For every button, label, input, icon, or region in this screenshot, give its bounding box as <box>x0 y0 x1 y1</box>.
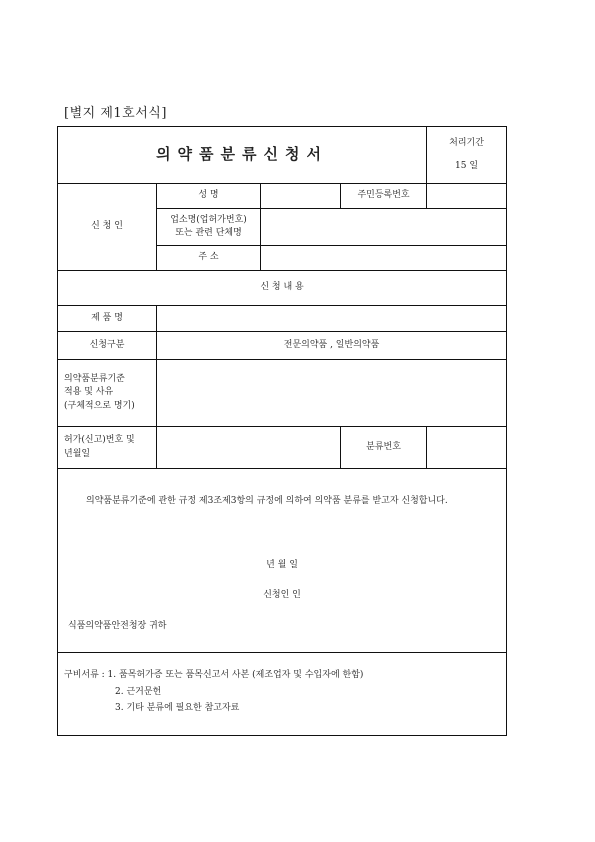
criteria-label <box>58 360 157 427</box>
license-field[interactable] <box>157 427 341 469</box>
criteria-label-line-3: (구체적으로 명기) <box>64 400 135 411</box>
required-document-item: 2. 근거문헌 <box>115 686 162 697</box>
application-form <box>57 126 507 736</box>
request-content-header: 신 청 내 용 <box>58 271 507 306</box>
rrn-label: 주민등록번호 <box>341 184 427 209</box>
company-label-line-2: 또는 관련 단체명 <box>175 228 242 238</box>
classification-number-field[interactable] <box>427 427 507 469</box>
license-label-line-2: 년월일 <box>64 448 91 459</box>
address-field[interactable] <box>261 246 507 271</box>
criteria-field[interactable] <box>157 360 507 427</box>
company-label <box>157 209 261 246</box>
criteria-label-line-2: 적용 및 사유 <box>64 387 114 398</box>
declaration-text: 의약품분류기준에 관한 규정 제3조제3항의 규정에 의하여 의약품 분류를 받고자 신청합니다. <box>86 496 448 506</box>
required-documents-label: 구비서류 : <box>64 670 105 680</box>
processing-period-value: 15 일 <box>455 161 479 171</box>
rrn-field[interactable] <box>427 184 507 209</box>
form-title: 의약품분류신청서 <box>156 145 328 164</box>
required-document-item: 구비서류 : 1. 품목허가증 또는 품목신고서 사본 (제조업자 및 수입자에 한함) <box>64 670 364 680</box>
applicant-signature-line: 신청인 인 <box>263 590 301 600</box>
company-label-line-1: 업소명(업허가번호) <box>170 214 247 225</box>
addressee: 식품의약품안전청장 귀하 <box>68 621 167 631</box>
address-label: 주 소 <box>157 246 261 271</box>
required-document-item: 3. 기타 분류에 필요한 참고자료 <box>115 703 240 714</box>
form-title-cell <box>58 127 427 184</box>
request-type-label: 신청구분 <box>58 332 157 360</box>
date-line: 년 월 일 <box>266 560 298 570</box>
name-field[interactable] <box>261 184 341 209</box>
product-name-field[interactable] <box>157 306 507 332</box>
applicant-label: 신 청 인 <box>58 184 157 271</box>
request-type-options[interactable]: 전문의약품 , 일반의약품 <box>157 332 507 360</box>
required-documents-list <box>64 667 363 717</box>
criteria-label-line-1: 의약품분류기준 <box>64 374 125 385</box>
processing-period-cell <box>427 127 507 184</box>
form-number: [별지 제1호서식] <box>64 106 167 121</box>
license-label-line-1: 허가(신고)번호 및 <box>64 435 135 446</box>
classification-number-label: 분류번호 <box>341 427 427 469</box>
processing-period-label: 처리기간 <box>449 137 484 148</box>
company-field[interactable] <box>261 209 507 246</box>
license-label <box>58 427 157 469</box>
declaration-section <box>58 469 507 653</box>
name-label: 성 명 <box>157 184 261 209</box>
product-name-label: 제 품 명 <box>58 306 157 332</box>
required-documents-section <box>58 653 507 736</box>
